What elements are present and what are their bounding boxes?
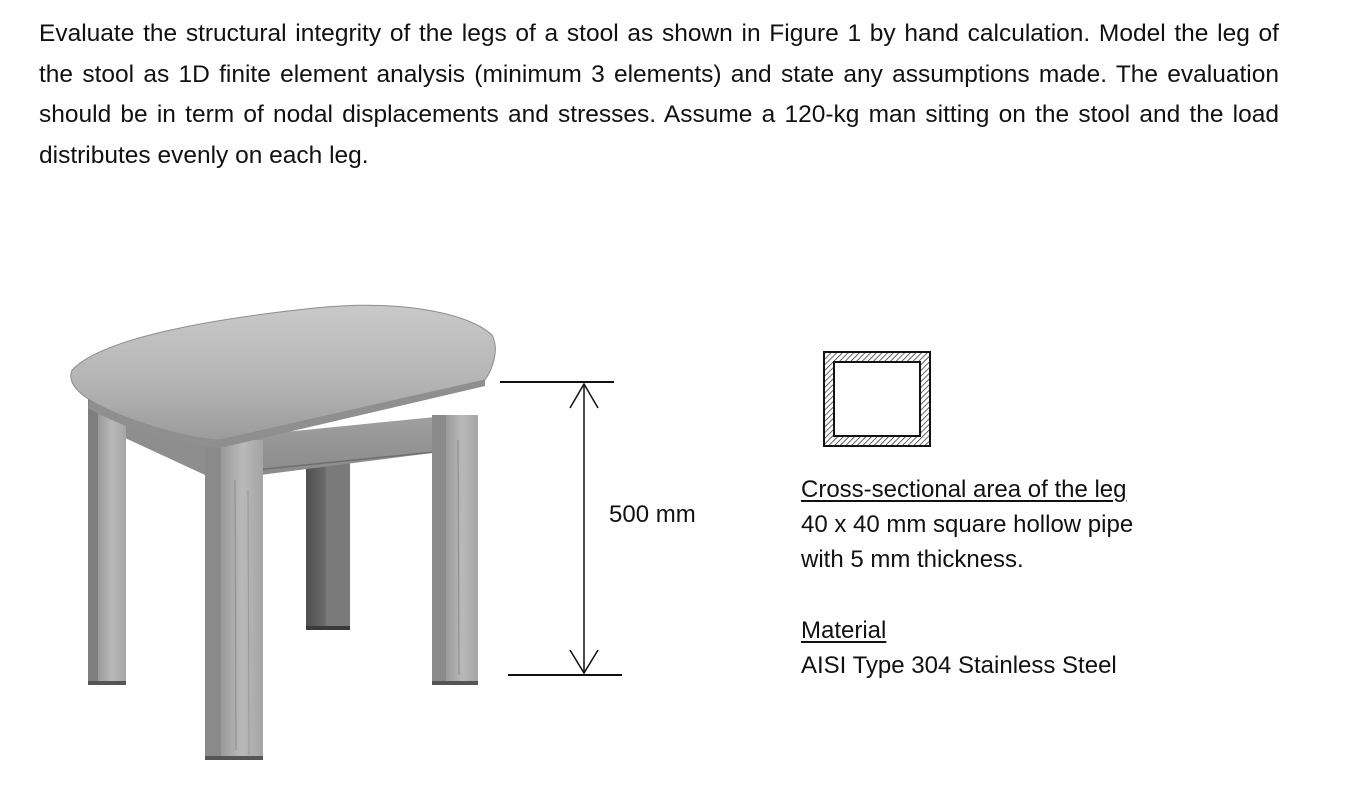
cross-section-line-2: with 5 mm thickness. [801,546,1024,573]
material-heading: Material [801,617,887,644]
dimension-label-height: 500 mm [609,501,696,528]
back-leg-left [88,385,126,685]
back-leg-right [306,440,350,630]
material-value: AISI Type 304 Stainless Steel [801,652,1117,679]
cross-section-info [801,472,1133,577]
front-leg-left [205,440,263,760]
cross-section-line-1: 40 x 40 mm square hollow pipe [801,511,1134,538]
front-leg-right [432,415,478,685]
material-info [801,613,1117,683]
problem-statement: Evaluate the structural integrity of the legs of a stool as shown in Figure 1 by hand calculation. Model the leg of the stool as 1D finite element analysis (minimum 3 elements) and state any assumptions made. The evaluation should be in term of nodal displacements and stresses. Assume a 120-kg man sitting on the stool and the load distributes evenly on each leg. [39,20,1279,170]
cross-section-diagram [822,350,932,448]
cross-section-heading: Cross-sectional area of the leg [801,476,1127,503]
